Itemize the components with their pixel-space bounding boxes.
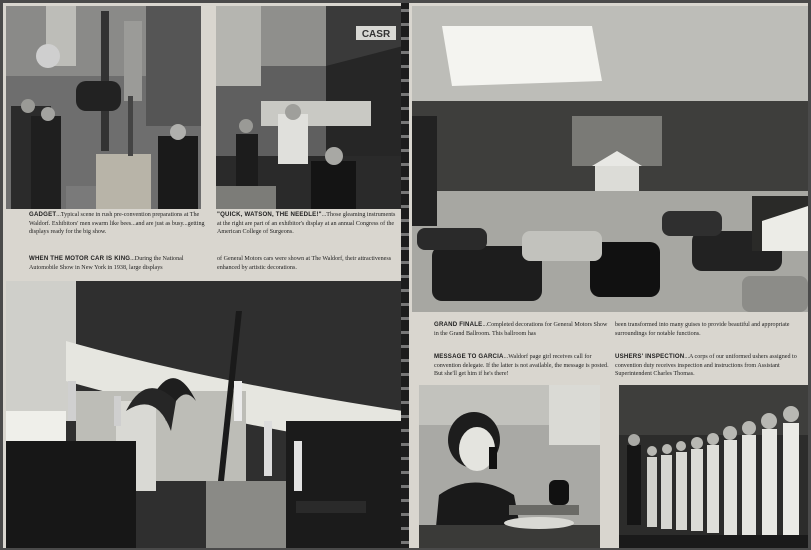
ushers-photo	[619, 385, 808, 548]
instruments-sign-text: CASR	[361, 29, 391, 40]
watson-heading: "QUICK, WATSON, THE NEEDLE!"	[217, 211, 322, 218]
gadget-caption	[29, 211, 205, 237]
decorators-photo-art	[6, 281, 403, 548]
watson-caption	[217, 211, 401, 237]
grand-finale-caption	[434, 321, 608, 338]
instruments-photo-art	[216, 6, 403, 209]
grand-finale-caption-continued	[615, 321, 805, 338]
ushers-photo-art	[619, 385, 808, 548]
garcia-body: ...Waldorf page girl receives call for convention delegate. If the latter is not available, the message is posted. But she'll get him if he's there!	[434, 354, 609, 378]
garcia-caption	[434, 353, 610, 379]
motor-car-caption-continued	[217, 255, 401, 272]
motor-car-body-left: ...During the National Automobile Show in New York in 1938, large displays	[29, 256, 184, 271]
ballroom-photo-art	[412, 6, 808, 312]
ushers-heading: USHERS' INSPECTION	[615, 353, 685, 360]
workers-photo	[6, 6, 201, 209]
garcia-heading: MESSAGE TO GARCIA	[434, 353, 504, 360]
ushers-caption	[615, 353, 805, 379]
grand-finale-body-left: ...Completed decorations for General Motors Show in the Grand Ballroom. This ballroom has	[434, 322, 608, 337]
grand-finale-heading: GRAND FINALE	[434, 321, 483, 328]
page-girl-photo-art	[419, 385, 600, 548]
watson-body: ...Those gleaming instruments at the right are part of an exhibitor's display at an annual Congress of the American College of Surgeons.	[217, 212, 396, 236]
gadget-heading: GADGET	[29, 211, 57, 218]
decorators-photo	[6, 281, 403, 548]
left-page	[3, 3, 403, 548]
instruments-photo	[216, 6, 403, 209]
ballroom-photo	[412, 6, 808, 312]
page-girl-photo	[419, 385, 600, 548]
workers-photo-art	[6, 6, 201, 209]
gadget-body: ...Typical scene in rush pre-convention preparations at The Waldorf. Exhibitors' men swarm like bees...and are just as busy...getting displays ready for the big show.	[29, 212, 205, 236]
motor-car-body-right: of General Motors cars were shown at The Waldorf, their attractiveness enhanced by artistic decorations.	[217, 256, 392, 271]
motor-car-heading: WHEN THE MOTOR CAR IS KING	[29, 255, 131, 262]
ushers-body: ...A corps of our uniformed ushers assigned to convention duty receives inspection and instructions from Assistant Superintendent Charles Thomas.	[615, 354, 797, 378]
motor-car-caption	[29, 255, 205, 272]
magazine-spread	[3, 3, 808, 548]
grand-finale-body-right: been transformed into many guises to provide beautiful and appropriate surroundings for notable functions.	[615, 322, 790, 337]
right-page	[409, 3, 808, 548]
